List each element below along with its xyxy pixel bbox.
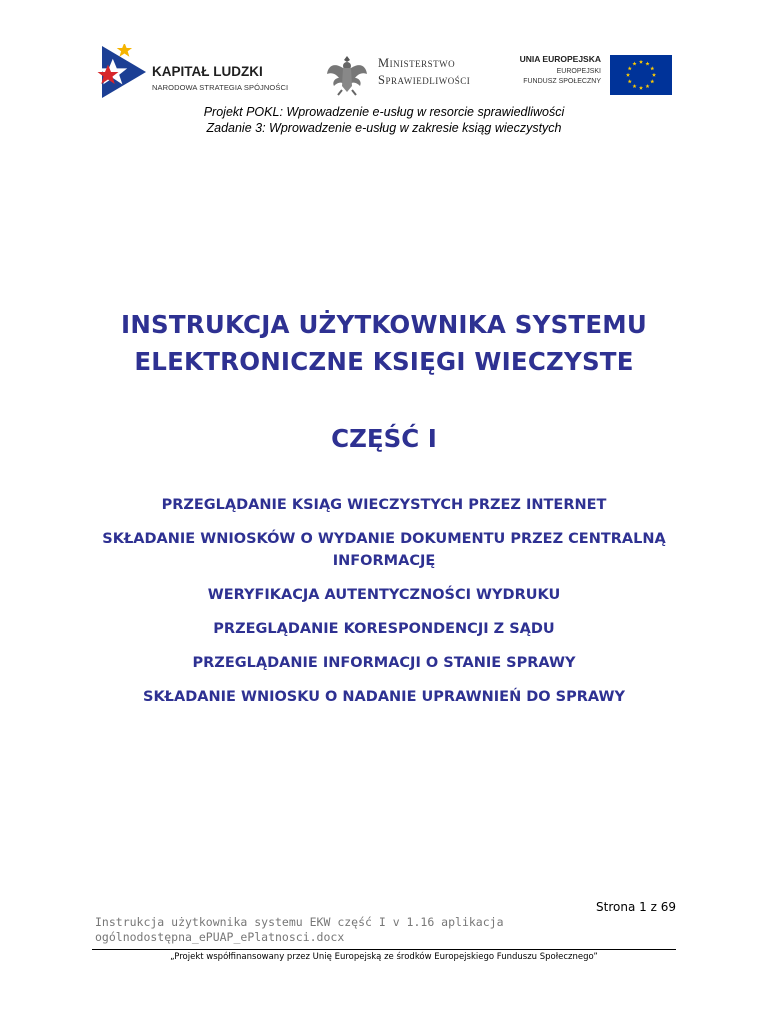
cofinancing-note: „Projekt współfinansowany przez Unię Europejską ze środków Europejskiego Funduszu Społecznego” <box>170 952 598 962</box>
document-filename-line2: ogólnodostępna_ePUAP_ePlatnosci.docx <box>95 930 345 944</box>
project-line: Projekt POKL: Wprowadzenie e-usług w resorcie sprawiedliwości <box>203 105 565 119</box>
eu-flag-icon <box>610 55 672 95</box>
topic-item: WERYFIKACJA AUTENTYCZNOŚCI WYDRUKU <box>207 587 561 603</box>
eu-logo-line2: EUROPEJSKI <box>556 68 601 75</box>
document-title-line2: ELEKTRONICZNE KSIĘGI WIECZYSTE <box>134 347 634 376</box>
ministry-logo <box>326 52 516 96</box>
kapital-ludzki-subtitle: NARODOWA STRATEGIA SPÓJNOŚCI <box>152 83 289 92</box>
page-number: Strona 1 z 69 <box>596 900 676 914</box>
topic-item: PRZEGLĄDANIE INFORMACJI O STANIE SPRAWY <box>192 655 576 671</box>
kapital-ludzki-title: KAPITAŁ LUDZKI <box>152 64 263 79</box>
kapital-ludzki-star-icon <box>96 44 148 100</box>
document-filename <box>95 915 504 945</box>
part-title: CZĘŚĆ I <box>331 424 437 453</box>
document-title-line1: INSTRUKCJA UŻYTKOWNIKA SYSTEMU <box>121 310 647 339</box>
topic-item: SKŁADANIE WNIOSKU O NADANIE UPRAWNIEŃ DO SPRAWY <box>143 689 625 705</box>
topic-item: PRZEGLĄDANIE KSIĄG WIECZYSTYCH PRZEZ INTERNET <box>161 497 607 513</box>
document-title <box>0 306 768 380</box>
topic-item: PRZEGLĄDANIE KORESPONDENCJI Z SĄDU <box>213 621 555 637</box>
topic-item: SKŁADANIE WNIOSKÓW O WYDANIE DOKUMENTU PRZEZ CENTRALNĄ INFORMACJĘ <box>102 531 666 569</box>
eu-logo-line3: FUNDUSZ SPOŁECZNY <box>523 78 601 85</box>
polish-eagle-icon <box>326 52 368 96</box>
ministry-name-line1: Ministerstwo <box>378 56 456 70</box>
header-logos <box>0 40 768 100</box>
eu-logo <box>510 54 672 96</box>
project-info <box>0 104 768 136</box>
task-line: Zadanie 3: Wprowadzenie e-usług w zakresie ksiąg wieczystych <box>206 121 562 135</box>
topic-list <box>80 494 688 720</box>
document-filename-line1: Instrukcja użytkownika systemu EKW część I v 1.16 aplikacja <box>95 915 504 929</box>
footer-divider <box>92 949 676 950</box>
ministry-name-line2: Sprawiedliwości <box>378 73 471 87</box>
eu-logo-line1: UNIA EUROPEJSKA <box>519 54 601 64</box>
kapital-ludzki-logo <box>96 44 296 100</box>
